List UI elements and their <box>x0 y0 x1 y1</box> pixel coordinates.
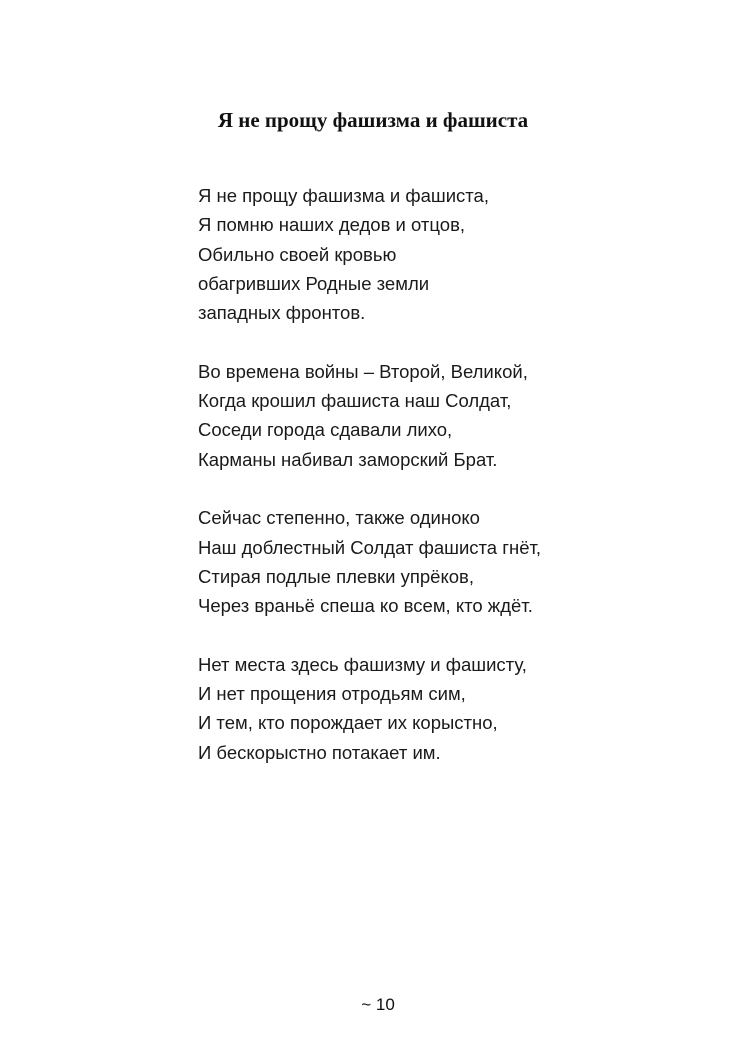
stanza <box>198 650 541 767</box>
poem-line: Наш доблестный Солдат фашиста гнёт, <box>198 536 542 558</box>
stanza <box>198 181 541 327</box>
poem-line: Сейчас степенно, также одиноко <box>198 507 480 529</box>
poem-line: Обильно своей кровью <box>198 243 397 265</box>
poem-title: Я не прощу фашизма и фашиста <box>217 108 529 132</box>
poem-line: Соседи города сдавали лихо, <box>198 419 453 441</box>
poem-line: Я не прощу фашизма и фашиста, <box>198 185 489 206</box>
poem-line: Во времена войны – Второй, Великой, <box>198 360 528 382</box>
poem-line: Я помню наших дедов и отцов, <box>198 214 466 236</box>
poem-line: Нет места здесь фашизму и фашисту, <box>198 653 527 675</box>
poem-line: Когда крошил фашиста наш Солдат, <box>198 390 512 412</box>
stanza <box>198 357 541 474</box>
poem-line: И нет прощения отродьям сим, <box>198 683 466 705</box>
poem-line: И тем, кто порождает их корыстно, <box>198 712 498 734</box>
poem-line: И бескорыстно потакает им. <box>198 741 441 763</box>
poem-line: Через враньё спеша ко всем, кто ждёт. <box>198 595 533 617</box>
poem-line: западных фронтов. <box>198 302 366 324</box>
poem-body <box>198 181 541 796</box>
page-number: ~ 10 <box>361 995 395 1014</box>
poem-line: Карманы набивал заморский Брат. <box>198 448 498 470</box>
poem-line: Стирая подлые плевки упрёков, <box>198 565 475 587</box>
poem-line: обагривших Родные земли <box>198 272 430 294</box>
stanza <box>198 503 541 620</box>
